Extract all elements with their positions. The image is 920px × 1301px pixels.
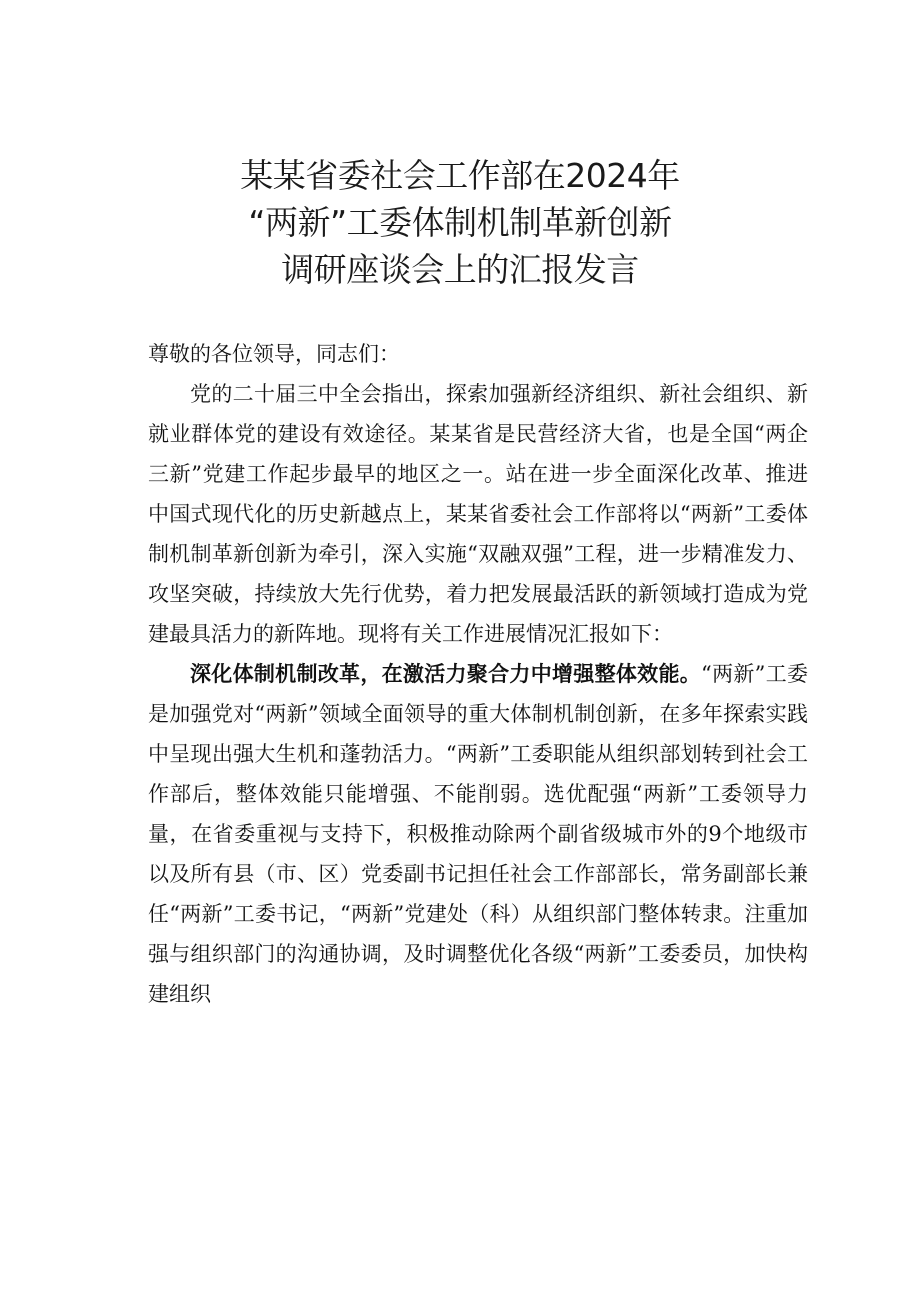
title-line-2: “两新”工委体制机制革新创新 (248, 203, 672, 242)
document-body (148, 334, 808, 1014)
paragraph-intro-text: 党的二十届三中全会指出，探索加强新经济组织、新社会组织、新就业群体党的建设有效途径。某某省是民营经济大省，也是全国“两企三新”党建工作起步最早的地区之一。站在进一步全面深化改革、推进中国式现代化的历史新越点上，某某省委社会工作部将以“两新”工委体制机制革新创新为牵引，深入实施“双融双强”工程，进一步精准发力、攻坚突破，持续放大先行优势，着力把发展最活跃的新领域打造成为党建最具活力的新阵地。现将有关工作进展情况汇报如下： (148, 382, 808, 646)
greeting: 尊敬的各位领导，同志们： (148, 342, 400, 366)
paragraph-intro (148, 374, 808, 654)
title-line-3: 调研座谈会上的汇报发言 (281, 250, 639, 289)
paragraph-reform (148, 654, 808, 1014)
paragraph-reform-heading: 深化体制机制改革，在激活力聚合力中增强整体效能。 (190, 661, 702, 686)
document-title (0, 152, 920, 293)
paragraph-reform-text: “两新”工委是加强党对“两新”领域全面领导的重大体制机制创新，在多年探索实践中呈现出强大生机和蓬勃活力。“两新”工委职能从组织部划转到社会工作部后，整体效能只能增强、不能削弱。选优配强“两新”工委领导力量，在省委重视与支持下，积极推动除两个副省级城市外的9个地级市以及所有县（市、区）党委副书记担任社会工作部部长，常务副部长兼任“两新”工委书记，“两新”党建处（科）从组织部门整体转隶。注重加强与组织部门的沟通协调，及时调整优化各级“两新”工委委员，加快构建组织 (148, 662, 808, 1006)
title-line-1: 某某省委社会工作部在2024年 (240, 156, 680, 195)
